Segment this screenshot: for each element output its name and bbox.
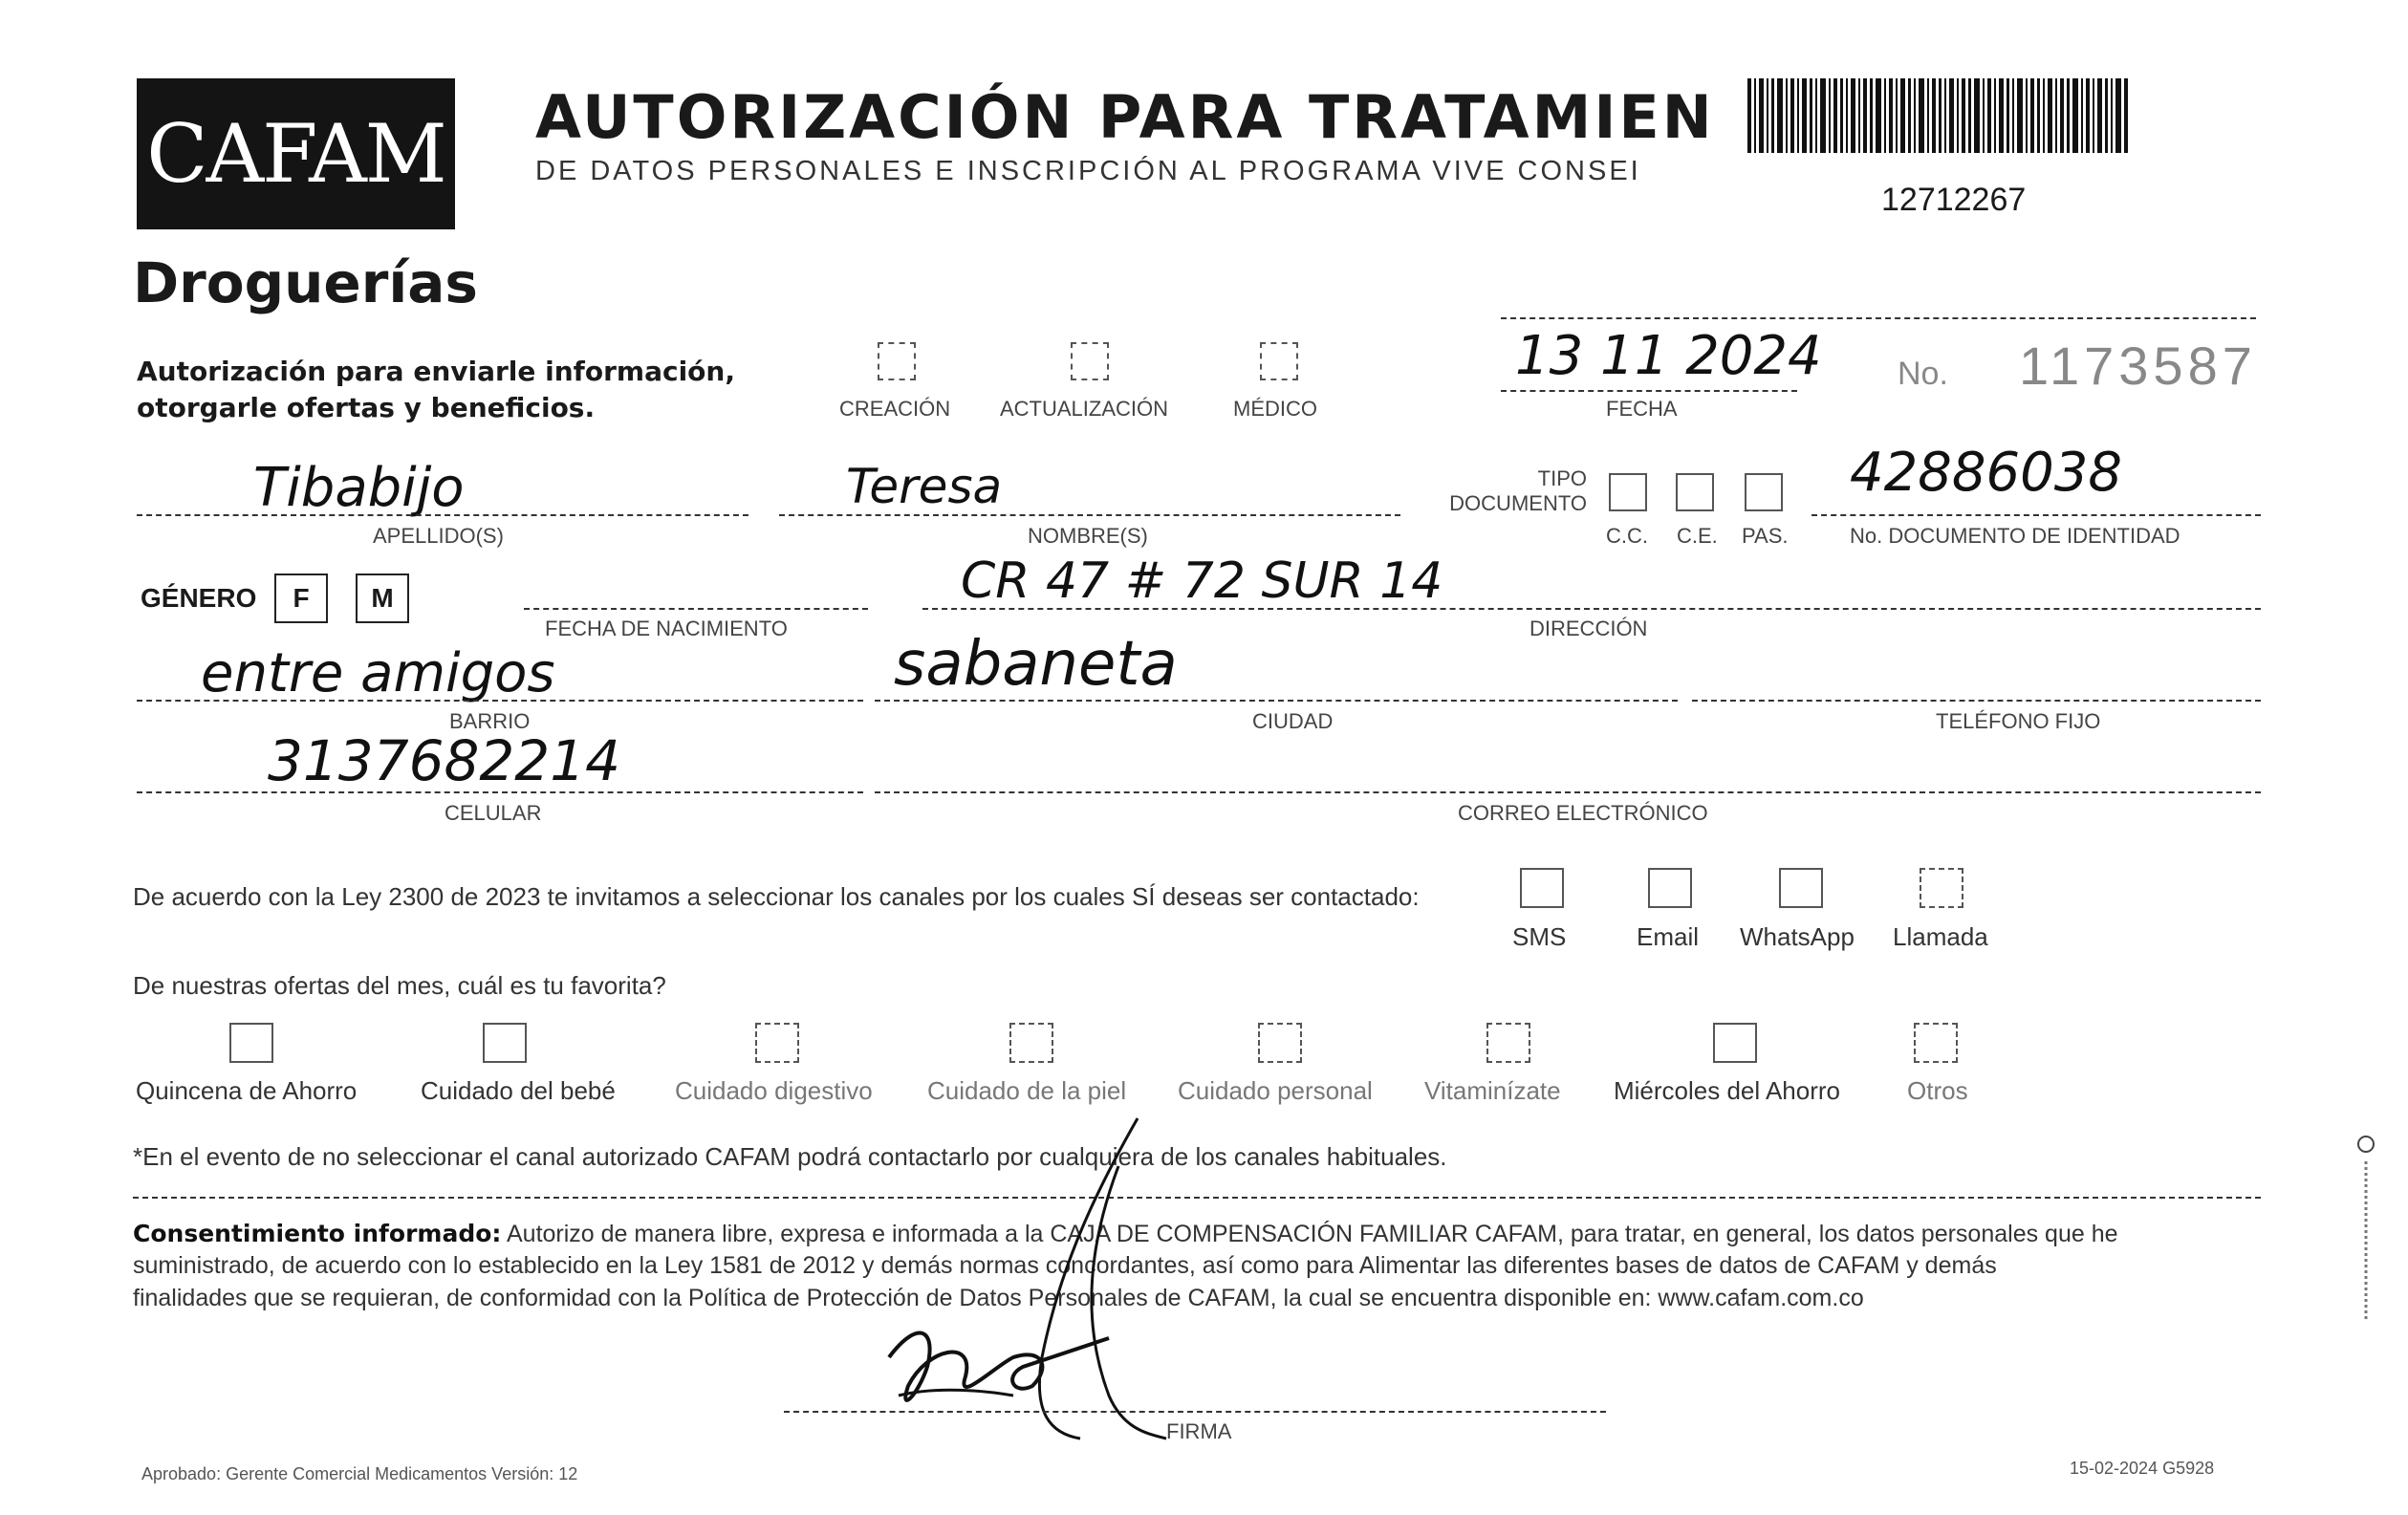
cafam-logo [137, 78, 455, 229]
barrio-value[interactable]: entre amigos [201, 642, 555, 704]
barrio-label: BARRIO [449, 709, 531, 733]
date-label: FECHA [1606, 397, 1678, 421]
doc-cc-checkbox[interactable] [1609, 473, 1647, 511]
form-title: AUTORIZACIÓN PARA TRATAMIEN [535, 82, 1715, 152]
offer-miercoles-label: Miércoles del Ahorro [1614, 1076, 1840, 1105]
side-stamp-icon [2352, 1133, 2380, 1324]
consent-line-3: finalidades que se requieran, de conformidad con la Política de Protección de Datos Personales de CAFAM, la cual se encuentra disponible en: www.cafam.com.co [133, 1285, 1864, 1311]
genero-m-box[interactable]: M [356, 574, 409, 623]
direccion-value[interactable]: CR 47 # 72 SUR 14 [961, 552, 1443, 610]
apellidos-value[interactable]: Tibabijo [253, 457, 465, 519]
medico-checkbox[interactable] [1260, 342, 1298, 380]
offer-otros-checkbox[interactable] [1914, 1023, 1958, 1063]
contact-note: *En el evento de no seleccionar el canal autorizado CAFAM podrá contactarlo por cualquiera de los canales habituales. [133, 1142, 1447, 1171]
direccion-label: DIRECCIÓN [1529, 617, 1648, 640]
offer-digestivo-label: Cuidado digestivo [675, 1076, 873, 1105]
celular-label: CELULAR [445, 801, 542, 825]
signature[interactable] [860, 1109, 1262, 1453]
offer-vitaminizate-label: Vitaminízate [1424, 1076, 1561, 1105]
consent-line-2: suministrado, de acuerdo con lo establecido en la Ley 1581 de 2012 y demás normas concordantes, así como para Alimentar las diferentes bases de datos de CAFAM y demás [133, 1252, 1997, 1279]
offer-otros-label: Otros [1907, 1076, 1968, 1105]
telefono-label: TELÉFONO FIJO [1936, 709, 2101, 733]
consent-text-1: Autorizo de manera libre, expresa e informada a la CAJA DE COMPENSACIÓN FAMILIAR CAFAM, para tratar, en general, los datos personales que he [507, 1221, 2118, 1247]
whatsapp-checkbox[interactable] [1779, 868, 1823, 908]
barcode [1747, 78, 2130, 153]
number-label: No. [1898, 356, 1948, 392]
doc-cc-label: C.C. [1606, 524, 1648, 548]
firma-label: FIRMA [1166, 1419, 1232, 1443]
date-value[interactable]: 13 11 2024 [1515, 325, 1822, 387]
form-subtitle: DE DATOS PERSONALES E INSCRIPCIÓN AL PROGRAMA VIVE CONSEI [535, 156, 1641, 186]
sms-label: SMS [1512, 922, 1567, 951]
apellidos-label: APELLIDO(S) [373, 524, 504, 548]
footer-code: 15-02-2024 G5928 [2070, 1459, 2215, 1478]
doc-pas-checkbox[interactable] [1745, 473, 1783, 511]
nombres-value[interactable]: Teresa [846, 459, 1003, 514]
email-checkbox[interactable] [1648, 868, 1692, 908]
creacion-label: CREACIÓN [839, 397, 951, 421]
email-label: Email [1637, 922, 1700, 951]
fecha-nacimiento-label: FECHA DE NACIMIENTO [545, 617, 788, 640]
celular-value[interactable]: 3137682214 [268, 728, 621, 793]
offer-vitaminizate-checkbox[interactable] [1486, 1023, 1530, 1063]
offer-miercoles-checkbox[interactable] [1713, 1023, 1757, 1063]
offer-piel-checkbox[interactable] [1009, 1023, 1053, 1063]
offers-question: De nuestras ofertas del mes, cuál es tu favorita? [133, 971, 666, 1000]
genero-label: GÉNERO [141, 583, 257, 613]
footer-approval: Aprobado: Gerente Comercial Medicamentos Versión: 12 [141, 1464, 578, 1483]
ciudad-label: CIUDAD [1252, 709, 1334, 733]
number-value: 1173587 [2019, 335, 2257, 396]
barcode-number: 12712267 [1881, 182, 2027, 218]
offer-digestivo-checkbox[interactable] [755, 1023, 799, 1063]
brand-subtitle: Droguerías [133, 250, 478, 315]
ciudad-value[interactable]: sabaneta [894, 629, 1178, 700]
offer-piel-label: Cuidado de la piel [927, 1076, 1127, 1105]
documento-label: No. DOCUMENTO DE IDENTIDAD [1850, 524, 2180, 548]
llamada-checkbox[interactable] [1920, 868, 1963, 908]
offer-quincena-label: Quincena de Ahorro [136, 1076, 358, 1105]
contact-text: De acuerdo con la Ley 2300 de 2023 te invitamos a seleccionar los canales por los cuales SÍ deseas ser contactado: [133, 882, 1420, 911]
whatsapp-label: WhatsApp [1740, 922, 1855, 951]
sms-checkbox[interactable] [1520, 868, 1564, 908]
offer-personal-label: Cuidado personal [1178, 1076, 1373, 1105]
consent-heading: Consentimiento informado: [133, 1220, 502, 1247]
logo-text: CAFAM [146, 107, 445, 201]
authorization-intro: Autorización para enviarle información, otorgarle ofertas y beneficios. [137, 356, 735, 423]
doc-ce-label: C.E. [1677, 524, 1718, 548]
offer-quincena-checkbox[interactable] [229, 1023, 273, 1063]
correo-label: CORREO ELECTRÓNICO [1458, 801, 1708, 825]
nombres-label: NOMBRE(S) [1028, 524, 1148, 548]
documento-value[interactable]: 42886038 [1850, 442, 2123, 504]
offer-bebe-checkbox[interactable] [483, 1023, 527, 1063]
tipo-documento-label: TIPO DOCUMENTO [1449, 466, 1587, 515]
doc-pas-label: PAS. [1742, 524, 1789, 548]
medico-label: MÉDICO [1233, 397, 1317, 421]
doc-ce-checkbox[interactable] [1676, 473, 1714, 511]
llamada-label: Llamada [1893, 922, 1988, 951]
creacion-checkbox[interactable] [878, 342, 916, 380]
genero-f-box[interactable]: F [274, 574, 328, 623]
offer-personal-checkbox[interactable] [1258, 1023, 1302, 1063]
actualizacion-checkbox[interactable] [1071, 342, 1109, 380]
actualizacion-label: ACTUALIZACIÓN [1000, 397, 1169, 421]
offer-bebe-label: Cuidado del bebé [421, 1076, 616, 1105]
